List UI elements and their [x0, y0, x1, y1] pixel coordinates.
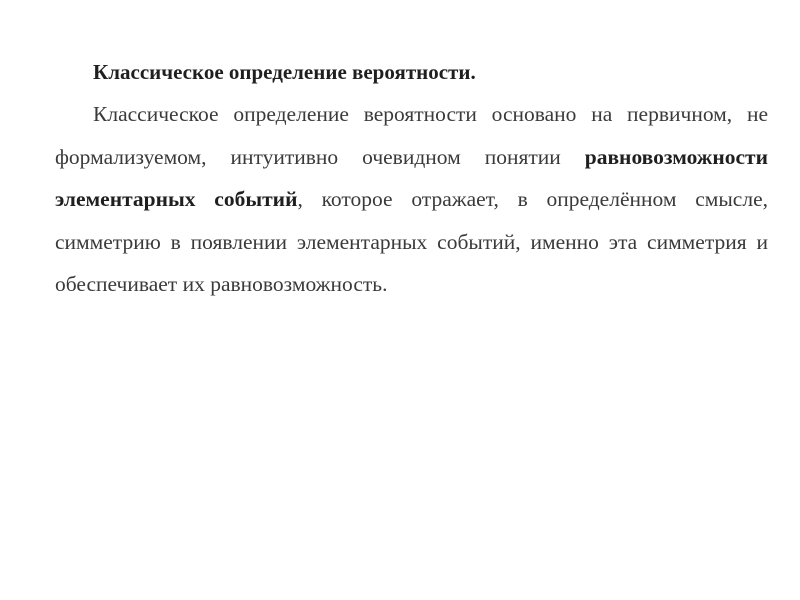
- paragraph-text-end: , которое отражает, в определённом смысле, симметрию в появлении элементарных событий, именно эта симметрия и обеспечивает их равновозможность.: [55, 187, 768, 296]
- paragraph-text-start: Классическое определение вероятности основано на первичном, не формализуемом, интуитивно очевидном понятии: [55, 102, 768, 169]
- text-block: [55, 55, 768, 306]
- body-paragraph: [55, 93, 768, 306]
- section-heading: Классическое определение вероятности.: [93, 60, 476, 84]
- paragraph-bold-term: равновозможности элементарных событий: [55, 144, 768, 211]
